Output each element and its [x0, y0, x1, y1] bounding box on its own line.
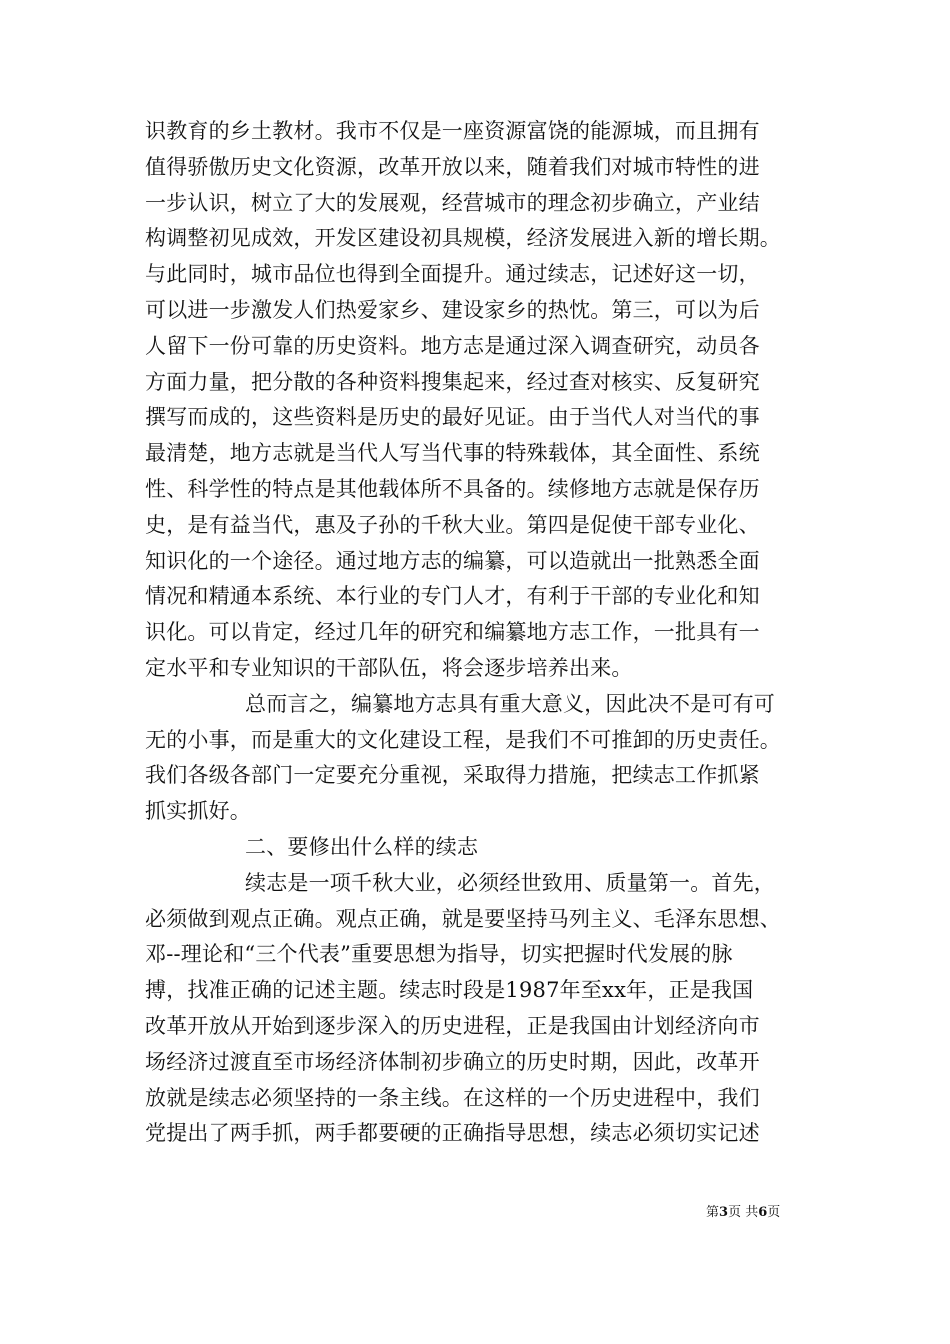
text-line: 无的小事，而是重大的文化建设工程，是我们不可推卸的历史责任。 [145, 727, 781, 752]
text-line: 最清楚，地方志就是当代人写当代事的特殊载体，其全面性、系统 [145, 441, 760, 466]
text-line: 构调整初见成效，开发区建设初具规模，经济发展进入新的增长期。 [145, 226, 781, 251]
total-page-number: 6 [758, 1205, 768, 1220]
text-line: 撰写而成的，这些资料是历史的最好见证。由于当代人对当代的事 [145, 405, 760, 430]
text-line: 搏，找准正确的记述主题。续志时段是1987年至xx年，正是我国 [145, 978, 754, 1003]
text-line: 抓实抓好。 [145, 799, 251, 824]
text-line: 邓--理论和“三个代表”重要思想为指导，切实把握时代发展的脉 [145, 942, 733, 967]
text-line: 我们各级各部门一定要充分重视，采取得力措施，把续志工作抓紧 [145, 763, 760, 788]
text-line: 方面力量，把分散的各种资料搜集起来，经过查对核实、反复研究 [145, 369, 760, 394]
text-line: 定水平和专业知识的干部队伍，将会逐步培养出来。 [145, 655, 633, 680]
text-line: 值得骄傲历史文化资源，改革开放以来，随着我们对城市特性的进 [145, 154, 760, 179]
text-line: 改革开放从开始到逐步深入的历史进程，正是我国由计划经济向市 [145, 1013, 760, 1038]
page-footer [706, 1205, 780, 1221]
text-line: 总而言之，编纂地方志具有重大意义，因此决不是可有可 [245, 691, 775, 716]
text-line: 知识化的一个途径。通过地方志的编纂，可以造就出一批熟悉全面 [145, 548, 760, 573]
footer-prefix: 第 [706, 1205, 720, 1220]
text-line: 识教育的乡土教材。我市不仅是一座资源富饶的能源城，而且拥有 [145, 119, 760, 143]
text-line: 续志是一项千秋大业，必须经世致用、质量第一。首先， [245, 870, 775, 895]
text-line: 场经济过渡直至市场经济体制初步确立的历史时期，因此，改革开 [145, 1049, 760, 1074]
footer-middle: 页 共 [728, 1205, 759, 1220]
text-line: 识化。可以肯定，经过几年的研究和编纂地方志工作，一批具有一 [145, 620, 760, 645]
footer-suffix: 页 [767, 1205, 781, 1220]
text-line: 性、科学性的特点是其他载体所不具备的。续修地方志就是保存历 [145, 476, 760, 501]
text-line: 放就是续志必须坚持的一条主线。在这样的一个历史进程中，我们 [145, 1085, 760, 1110]
text-line: 与此同时，城市品位也得到全面提升。通过续志，记述好这一切， [145, 262, 760, 287]
body-text [145, 114, 835, 1152]
text-line: 史，是有益当代，惠及子孙的千秋大业。第四是促使干部专业化、 [145, 512, 760, 537]
text-line: 人留下一份可靠的历史资料。地方志是通过深入调查研究，动员各 [145, 333, 760, 358]
text-line: 可以进一步激发人们热爱家乡、建设家乡的热忱。第三，可以为后 [145, 297, 760, 322]
text-line: 党提出了两手抓，两手都要硬的正确指导思想，续志必须切实记述 [145, 1121, 760, 1146]
text-line: 二、要修出什么样的续志 [245, 834, 479, 859]
text-line: 必须做到观点正确。观点正确，就是要坚持马列主义、毛泽东思想、 [145, 906, 781, 931]
text-line: 一步认识，树立了大的发展观，经营城市的理念初步确立，产业结 [145, 190, 760, 215]
current-page-number: 3 [719, 1205, 729, 1220]
text-line: 情况和精通本系统、本行业的专门人才，有利于干部的专业化和知 [145, 584, 760, 609]
